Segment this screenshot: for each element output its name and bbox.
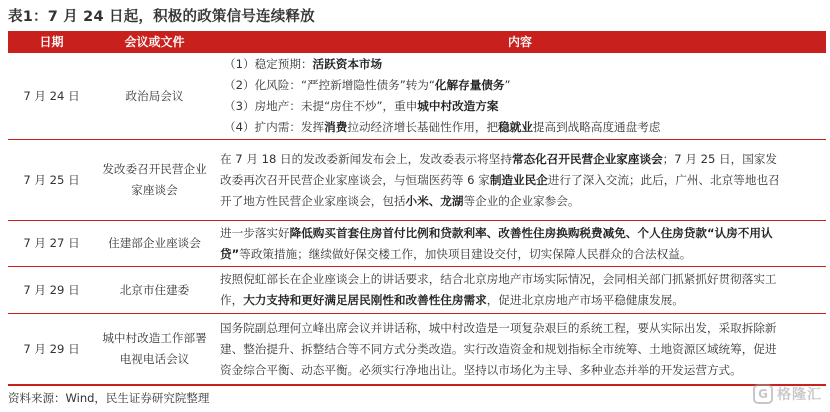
content-text: 建、整治提升、拆整结合等不同方式分类改造。实行改造资金和规划指标全市统筹、土地资源区域统筹，促进 xyxy=(220,341,777,356)
content-text: 等政策措施；继续做好保交楼工作，加快项目建设交付，切实保障人民群众的合法权益。 xyxy=(239,246,692,261)
content-text: （3）房地产：未提“房住不炒”，重申 xyxy=(224,99,418,113)
content-text: 提高到战略高度通盘考虑 xyxy=(532,120,661,134)
content-line xyxy=(220,170,820,191)
content-line xyxy=(220,223,820,244)
watermark xyxy=(753,380,822,408)
highlight-text: 制造业民企 xyxy=(489,172,548,187)
content-text: （4）扩内需：发挥 xyxy=(224,120,325,134)
content-line xyxy=(220,318,820,339)
content-text: ，促进北京房地产市场平稳健康发展。 xyxy=(486,293,684,307)
content-text: 拉动经济增长基础性作用，把 xyxy=(347,120,499,134)
content-text: 进一步落实好 xyxy=(220,225,290,240)
highlight-text: 常态化召开民营企业家座谈会 xyxy=(511,151,663,166)
row-content xyxy=(214,314,826,384)
content-line xyxy=(220,244,820,265)
content-text: 改委再次召开民营企业家座谈会，与恒瑞医药等 6 家 xyxy=(220,172,490,187)
content-line xyxy=(224,117,820,138)
row-date: 7 月 24 日 xyxy=(23,88,80,103)
watermark-text: 格隆汇 xyxy=(777,387,822,403)
row-content xyxy=(214,267,826,313)
content-text: 作， xyxy=(220,293,244,307)
content-text: 国务院副总理何立峰出席会议并讲话称，城中村改造是一项复杂艰巨的系统工程，要从实际出发，采取拆除新 xyxy=(220,320,777,335)
content-line xyxy=(220,149,820,170)
row-meeting: 住建部企业座谈会 xyxy=(108,236,201,250)
highlight-text: 小米、龙湖 xyxy=(405,193,464,208)
content-line xyxy=(224,54,820,75)
header-date: 日期 xyxy=(39,35,64,49)
table-title: 表1：7 月 24 日起，积极的政策信号连续释放 xyxy=(8,9,315,25)
table-row xyxy=(8,53,826,140)
header-meeting: 会议或文件 xyxy=(124,35,185,49)
row-meeting: 北京市住建委 xyxy=(119,282,190,297)
gelonghui-logo-icon: G xyxy=(753,384,773,404)
content-text: ” xyxy=(504,78,511,92)
row-content xyxy=(214,221,826,266)
highlight-text: 城中村改造方案 xyxy=(417,99,499,113)
row-content xyxy=(214,53,826,139)
source-note: 资料来源：Wind，民生证券研究院整理 xyxy=(8,391,210,405)
row-date: 7 月 27 日 xyxy=(23,236,80,250)
highlight-text: 大力支持和更好满足居民刚性和改善性住房需求 xyxy=(243,293,487,307)
header-content: 内容 xyxy=(507,35,532,49)
table-header xyxy=(8,31,826,53)
content-line xyxy=(224,96,820,117)
content-line xyxy=(220,269,820,290)
highlight-text: 贷” xyxy=(220,246,240,261)
table-row xyxy=(8,314,826,384)
content-text: 进行了深入交流；此后，广州、北京等地也召 xyxy=(547,172,780,187)
content-line xyxy=(224,75,820,96)
table-row xyxy=(8,267,826,314)
row-date: 7 月 29 日 xyxy=(23,341,80,356)
highlight-text: 消费 xyxy=(324,120,348,134)
row-content xyxy=(214,140,826,220)
table-row xyxy=(8,140,826,221)
row-meeting: 城中村改造工作部署电视电话会议 xyxy=(102,331,207,366)
row-meeting: 发改委召开民营企业家座谈会 xyxy=(102,162,207,197)
content-line xyxy=(220,339,820,360)
highlight-text: 活跃资本市场 xyxy=(312,57,383,71)
content-text: 等企业的企业家参会。 xyxy=(463,193,580,208)
row-meeting: 政治局会议 xyxy=(125,88,184,103)
highlight-text: 降低购买首套住房首付比例和贷款利率、改善性住房换购税费减免、个人住房贷款“认房不用认 xyxy=(289,225,773,240)
content-line xyxy=(220,360,820,381)
highlight-text: 稳就业 xyxy=(498,120,533,134)
highlight-text: 化解存量债务 xyxy=(434,78,505,92)
table-row xyxy=(8,221,826,267)
content-text: 资金综合平衡、动态平衡。必须实行净地出让。坚持以市场化为主导、多种业态并举的开发运营方式。 xyxy=(220,362,742,377)
content-text: ；7 月 25 日，国家发 xyxy=(662,151,778,166)
content-line xyxy=(220,191,820,212)
content-text: 开了地方性民营企业家座谈会，包括 xyxy=(220,193,406,208)
content-text: 按照倪虹部长在企业座谈会上的讲话要求，结合北京房地产市场实际情况，会同相关部门抓紧抓好贯彻落实工 xyxy=(220,272,777,286)
policy-table xyxy=(8,31,826,386)
content-text: （2）化风险：“严控新增隐性债务”转为“ xyxy=(224,78,435,92)
row-date: 7 月 29 日 xyxy=(23,282,80,297)
row-date: 7 月 25 日 xyxy=(23,172,80,187)
content-text: 在 7 月 18 日的发改委新闻发布会上，发改委表示将坚持 xyxy=(220,151,512,166)
content-line xyxy=(220,290,820,311)
content-text: （1）稳定预期： xyxy=(224,57,313,71)
